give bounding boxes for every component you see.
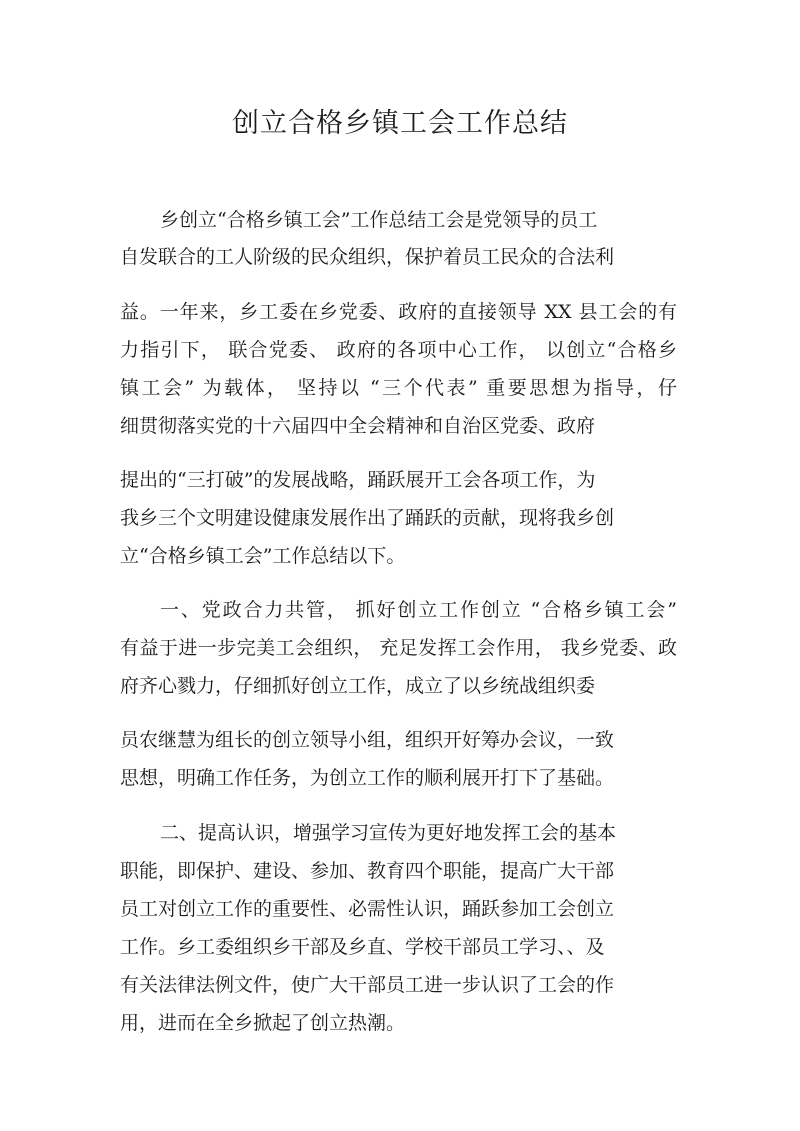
body-line: 我乡三个文明建设健康发展作出了踊跃的贡献，现将我乡创 xyxy=(120,507,615,529)
body-line: 一、党政合力共管， 抓好创立工作创立 “合格乡镇工会” xyxy=(160,599,677,621)
body-line: 府齐心戮力，仔细抓好创立工作，成立了以乡统战组织委 xyxy=(120,675,596,697)
body-line: 镇工会” 为载体， 坚持以 “三个代表” 重要思想为指导，仔 xyxy=(120,377,677,399)
body-line: 细贯彻落实党的十六届四中全会精神和自治区党委、政府 xyxy=(120,415,596,437)
body-line: 员工对创立工作的重要性、必需性认识，踊跃参加工会创立 xyxy=(120,898,615,920)
body-line: 用，进而在全乡掀起了创立热潮。 xyxy=(120,1012,406,1034)
body-line: 职能，即保护、建设、参加、教育四个职能，提高广大干部 xyxy=(120,860,615,882)
body-line: 工作。乡工委组织乡干部及乡直、学校干部员工学习、、及 xyxy=(120,936,605,958)
document-title: 创立合格乡镇工会工作总结 xyxy=(232,108,568,139)
body-line: 员农继慧为组长的创立领导小组，组织开好筹办会议，一致 xyxy=(120,729,615,751)
body-line: 自发联合的工人阶级的民众组织，保护着员工民众的合法利 xyxy=(120,246,615,268)
body-line: 益。一年来，乡工委在乡党委、政府的直接领导 XX 县工会的有 xyxy=(120,301,677,323)
body-line: 有关法律法例文件，使广大干部员工进一步认识了工会的作 xyxy=(120,974,615,996)
body-line: 思想，明确工作任务，为创立工作的顺利展开打下了基础。 xyxy=(120,767,615,789)
body-line: 力指引下， 联合党委、 政府的各项中心工作， 以创立“合格乡 xyxy=(120,339,677,361)
body-line: 乡创立“合格乡镇工会”工作总结工会是党领导的员工 xyxy=(160,209,598,231)
body-line: 有益于进一步完美工会组织， 充足发挥工会作用， 我乡党委、政 xyxy=(120,637,677,659)
body-line: 提出的“三打破”的发展战略，踊跃展开工会各项工作，为 xyxy=(120,469,596,491)
body-line: 二、提高认识，增强学习宣传为更好地发挥工会的基本 xyxy=(160,822,617,844)
body-line: 立“合格乡镇工会”工作总结以下。 xyxy=(120,545,406,567)
